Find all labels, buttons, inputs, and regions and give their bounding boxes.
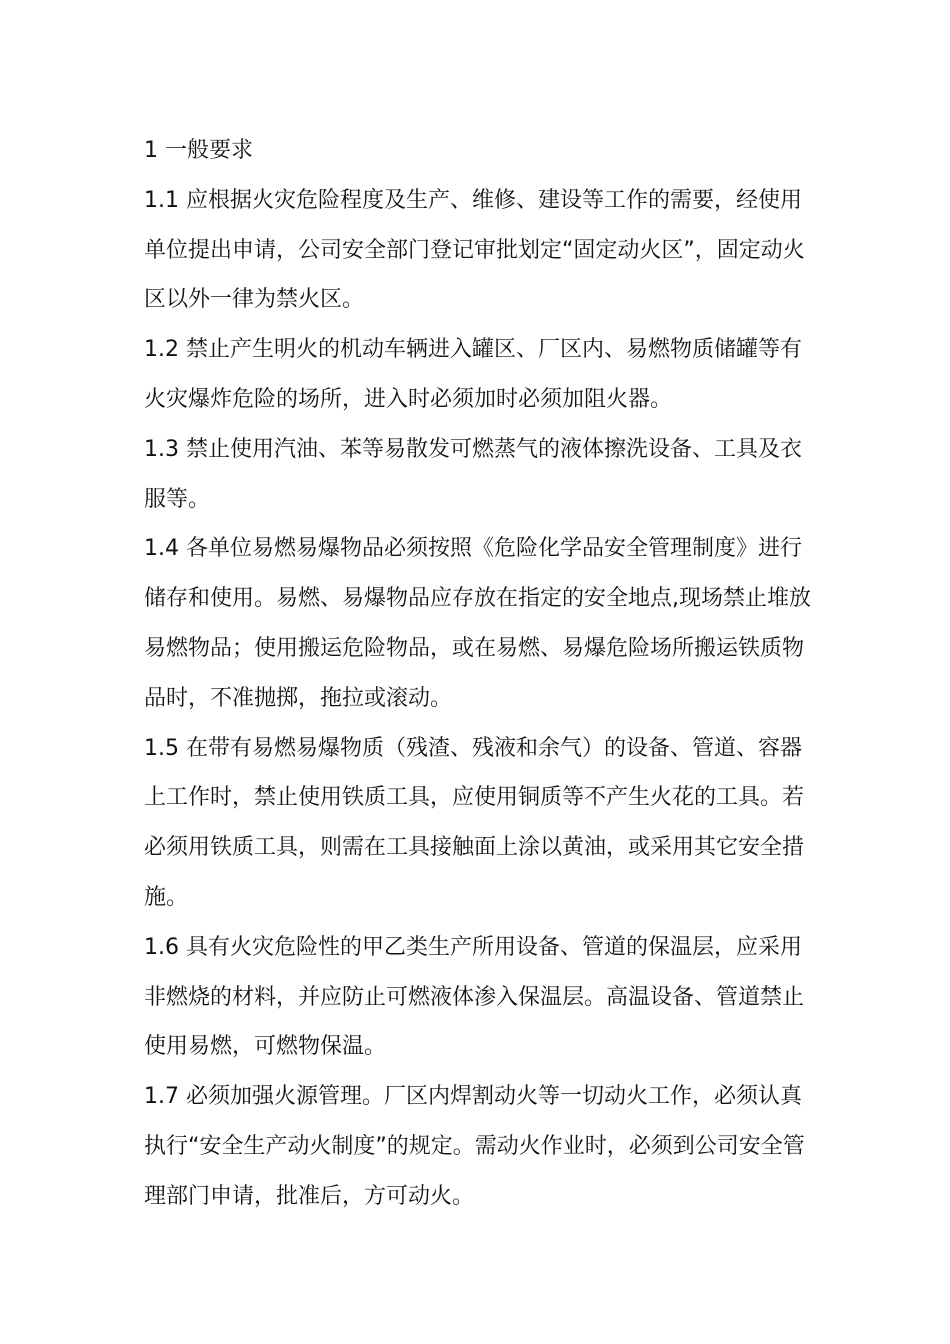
paragraph-1-1: 1.1 应根据火灾危险程度及生产、维修、建设等工作的需要，经使用单位提出申请，公司安全部门登记审批划定“固定动火区”，固定动火区以外一律为禁火区。	[144, 187, 805, 313]
paragraph-1-3: 1.3 禁止使用汽油、苯等易散发可燃蒸气的液体擦洗设备、工具及衣服等。	[144, 436, 802, 512]
paragraph-1-2: 1.2 禁止产生明火的机动车辆进入罐区、厂区内、易燃物质储罐等有火灾爆炸危险的场所，进入时必须加时必须加阻火器。	[144, 337, 802, 412]
section-heading: 1 一般要求	[144, 138, 253, 163]
document-body	[144, 126, 814, 1222]
paragraph-1-5: 1.5 在带有易燃易爆物质（残渣、残液和余气）的设备、管道、容器上工作时，禁止使用铁质工具，应使用铜质等不产生火花的工具。若必须用铁质工具，则需在工具接触面上涂以黄油，或采用其它安全措施。	[144, 735, 805, 910]
paragraph-1-6: 1.6 具有火灾危险性的甲乙类生产所用设备、管道的保温层，应采用非燃烧的材料，并应防止可燃液体渗入保温层。高温设备、管道禁止使用易燃，可燃物保温。	[144, 934, 805, 1060]
paragraph-1-4: 1.4 各单位易燃易爆物品必须按照《危险化学品安全管理制度》进行储存和使用。易燃、易爆物品应存放在指定的安全地点,现场禁止堆放易燃物品；使用搬运危险物品，或在易燃、易爆危险场所搬运铁质物品时，不准抛掷，拖拉或滚动。	[144, 536, 811, 711]
paragraph-1-7: 1.7 必须加强火源管理。厂区内焊割动火等一切动火工作，必须认真执行“安全生产动火制度”的规定。需动火作业时，必须到公司安全管理部门申请，批准后，方可动火。	[144, 1084, 805, 1209]
